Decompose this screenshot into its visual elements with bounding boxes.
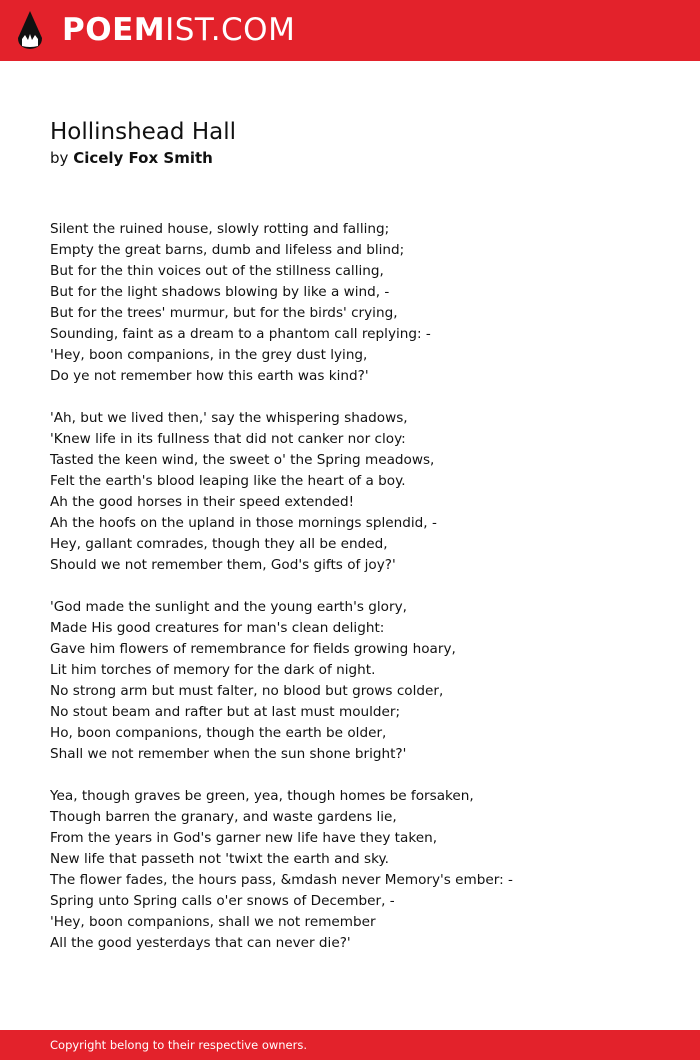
poem-line: From the years in God's garner new life have they taken, xyxy=(50,830,438,846)
logo-text-light: IST.COM xyxy=(165,12,296,48)
site-header xyxy=(0,0,700,61)
poem-line: New life that passeth not 'twixt the earth and sky. xyxy=(50,851,389,867)
author-name: Cicely Fox Smith xyxy=(73,149,213,167)
poem-line: Should we not remember them, God's gifts of joy?' xyxy=(50,557,396,573)
poem-line: The flower fades, the hours pass, &mdash never Memory's ember: - xyxy=(50,872,513,888)
poem-line: Lit him torches of memory for the dark of night. xyxy=(50,662,376,678)
site-logo[interactable] xyxy=(62,10,295,50)
poem-line: Shall we not remember when the sun shone bright?' xyxy=(50,746,407,762)
poem-stanza xyxy=(50,786,670,954)
poem-line: Hey, gallant comrades, though they all be ended, xyxy=(50,536,388,552)
poem-line: 'God made the sunlight and the young earth's glory, xyxy=(50,599,407,615)
poem-line: 'Hey, boon companions, in the grey dust lying, xyxy=(50,347,368,363)
poem-line: Ah the hoofs on the upland in those mornings splendid, - xyxy=(50,515,437,531)
poem-body xyxy=(50,219,670,975)
poem-title: Hollinshead Hall xyxy=(50,119,236,145)
poem-line: Do ye not remember how this earth was kind?' xyxy=(50,368,369,384)
poem-stanza xyxy=(50,597,670,765)
poem-stanza xyxy=(50,219,670,387)
logo-text-bold: POEM xyxy=(62,12,166,48)
poem-line: But for the light shadows blowing by like a wind, - xyxy=(50,284,390,300)
poem-line: But for the thin voices out of the stillness calling, xyxy=(50,263,384,279)
pencil-logo-icon[interactable] xyxy=(17,10,43,50)
poem-line: 'Hey, boon companions, shall we not remember xyxy=(50,914,376,930)
poem-line: Though barren the granary, and waste gardens lie, xyxy=(50,809,397,825)
poem-line: Tasted the keen wind, the sweet o' the Spring meadows, xyxy=(50,452,435,468)
poem-line: Spring unto Spring calls o'er snows of December, - xyxy=(50,893,395,909)
poem-line: No strong arm but must falter, no blood but grows colder, xyxy=(50,683,444,699)
site-footer xyxy=(0,1030,700,1060)
poem-line: Ah the good horses in their speed extended! xyxy=(50,494,355,510)
byline xyxy=(50,148,213,169)
poem-line: 'Ah, but we lived then,' say the whispering shadows, xyxy=(50,410,408,426)
poem-line: Made His good creatures for man's clean delight: xyxy=(50,620,385,636)
poem-line: Silent the ruined house, slowly rotting and falling; xyxy=(50,221,390,237)
poem-line: But for the trees' murmur, but for the birds' crying, xyxy=(50,305,398,321)
poem-line: Ho, boon companions, though the earth be older, xyxy=(50,725,387,741)
poem-line: Sounding, faint as a dream to a phantom call replying: - xyxy=(50,326,431,342)
poem-line: Felt the earth's blood leaping like the heart of a boy. xyxy=(50,473,406,489)
poem-line: Gave him flowers of remembrance for fields growing hoary, xyxy=(50,641,456,657)
copyright-text: Copyright belong to their respective owners. xyxy=(50,1038,308,1052)
poem-line: All the good yesterdays that can never die?' xyxy=(50,935,351,951)
by-label: by xyxy=(50,149,69,167)
poem-line: No stout beam and rafter but at last must moulder; xyxy=(50,704,401,720)
poem-line: Empty the great barns, dumb and lifeless and blind; xyxy=(50,242,405,258)
poem-line: Yea, though graves be green, yea, though homes be forsaken, xyxy=(50,788,474,804)
poem-stanza xyxy=(50,408,670,576)
poem-line: 'Knew life in its fullness that did not canker nor cloy: xyxy=(50,431,406,447)
